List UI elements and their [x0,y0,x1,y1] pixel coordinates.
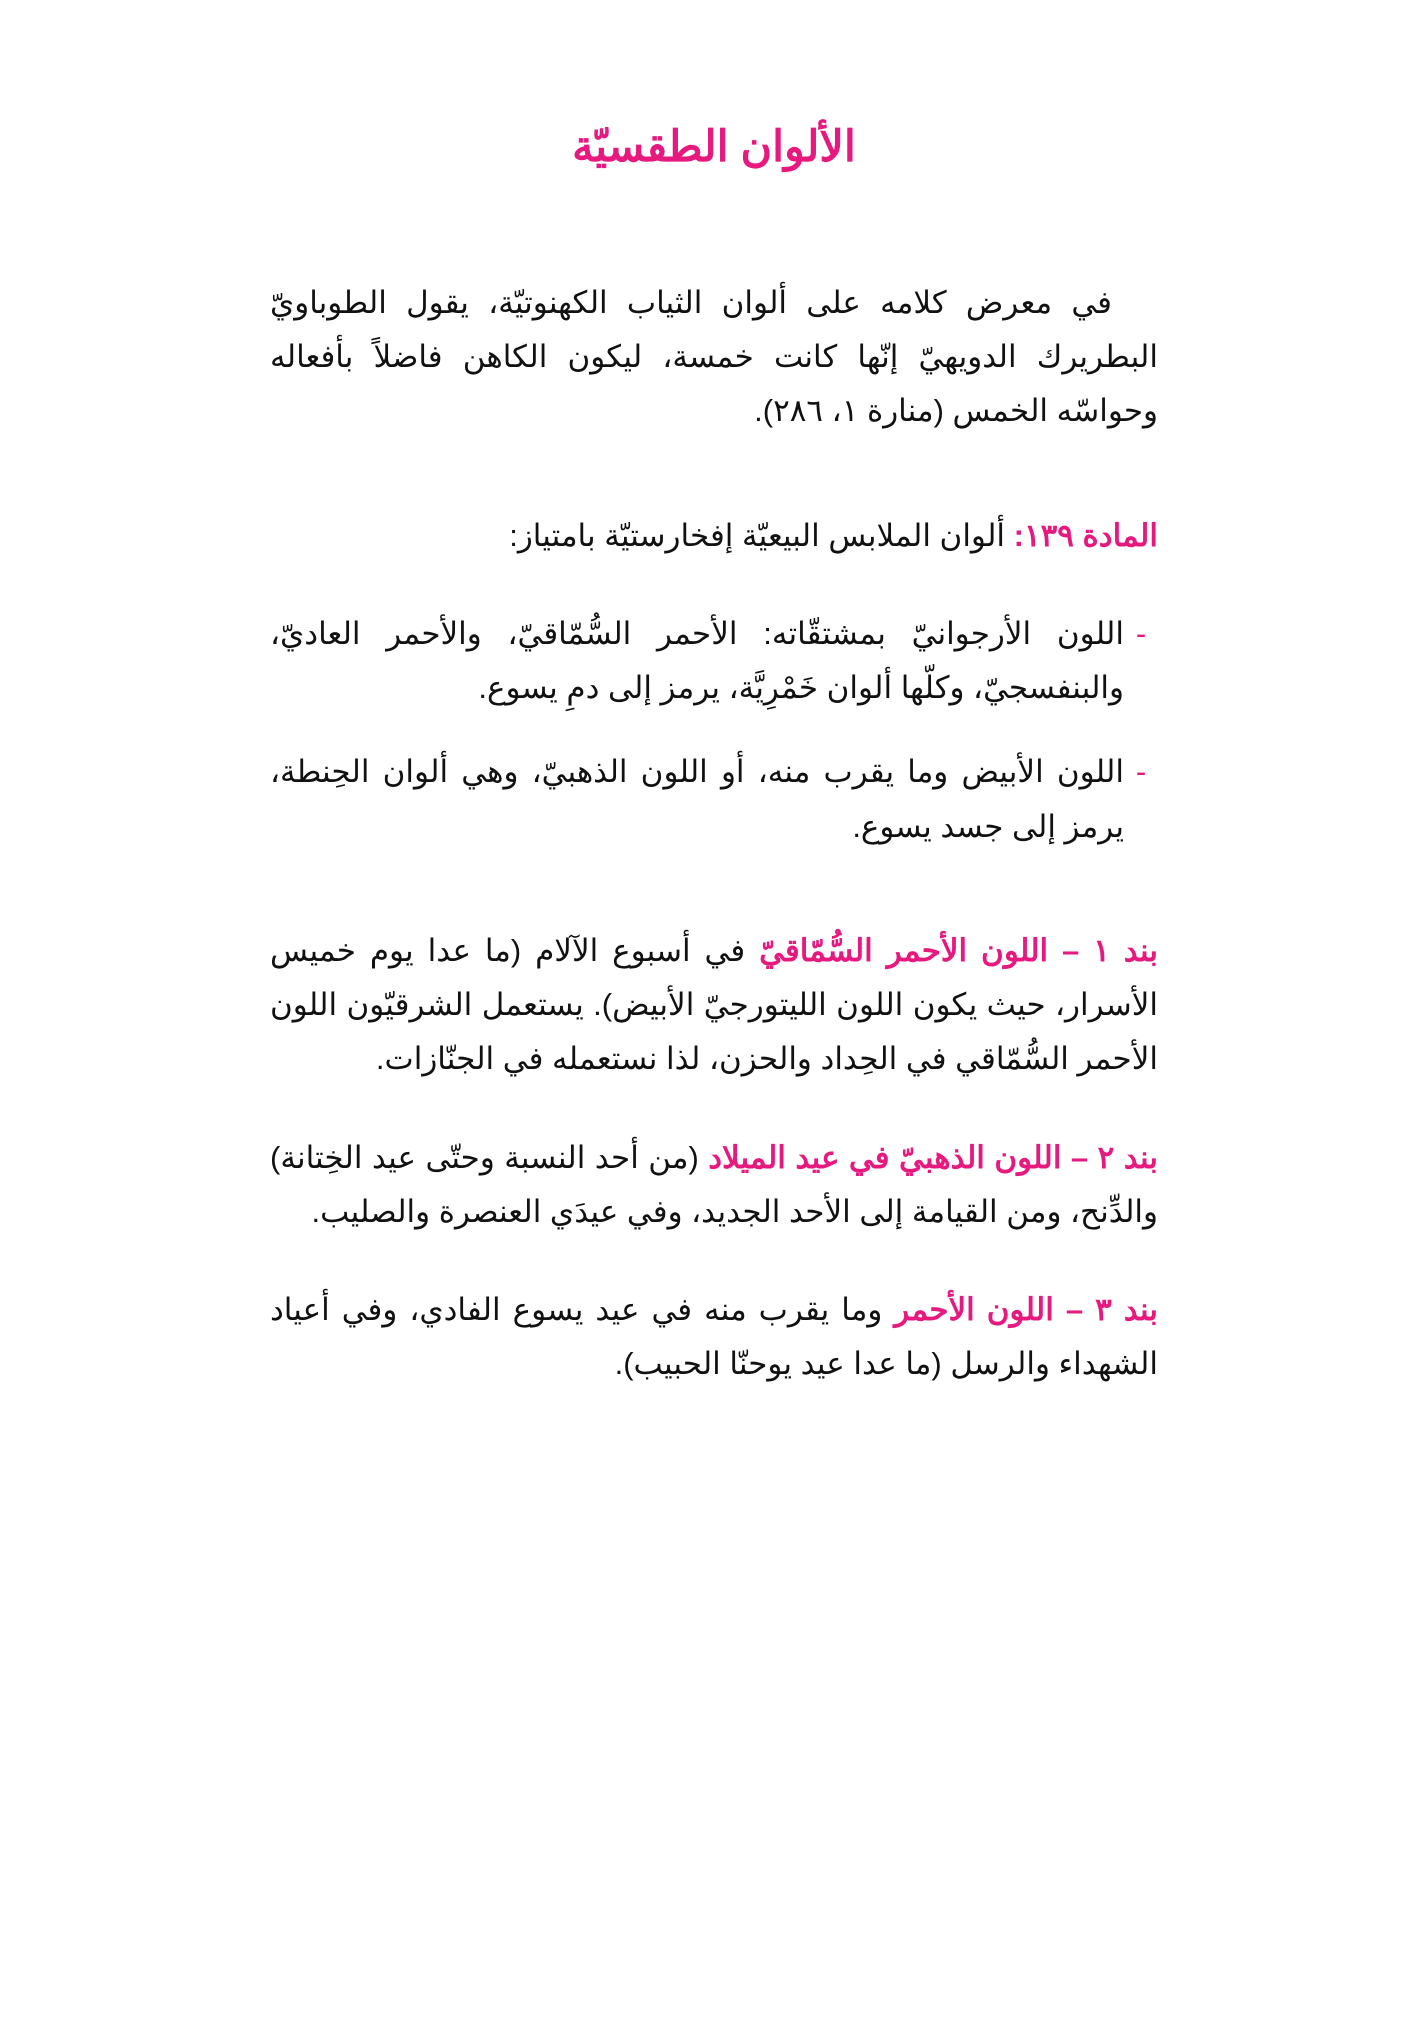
clause-3 [270,1283,1158,1392]
list-item [270,607,1158,716]
bullet-marker-icon: - [1135,754,1147,790]
list-item-text: اللون الأبيض وما يقرب منه، أو اللون الذهبيّ، وهي ألوان الحِنطة، يرمز إلى جسد يسوع. [270,754,1124,844]
clause-2-heading: بند ٢ – اللون الذهبيّ في عيد الميلاد [708,1139,1158,1175]
article-text: ألوان الملابس البيعيّة إفخارستيّة بامتياز: [509,517,1014,553]
clause-3-heading: بند ٣ – اللون الأحمر [894,1292,1158,1328]
spacer [270,483,1158,509]
clause-3-body: وما يقرب منه في عيد يسوع الفادي، وفي أعياد الشهداء والرسل (ما عدا عيد يوحنّا الحبيب). [270,1292,1158,1382]
bullet-marker-icon: - [1135,615,1147,651]
article-paragraph [270,509,1158,563]
list-item [270,745,1158,854]
intro-paragraph: في معرض كلامه على ألوان الثياب الكهنوتيّة، يقول الطوباويّ البطريرك الدويهيّ إنّها كانت خمسة، ليكون الكاهن فاضلاً بأفعاله وحواسّه الخمس (منارة ١، ٢٨٦). [270,284,1158,429]
spacer [270,898,1158,924]
clause-1-body: في أسبوع الآلام (ما عدا يوم خميس الأسرار، حيث يكون اللون الليتورجيّ الأبيض). يستعمل الشرقيّون اللون الأحمر السُّمّاقي في الحِداد والحزن، لذا نستعمله في الجنّازات. [270,932,1158,1077]
clause-1 [270,924,1158,1087]
list-item-text: اللون الأرجوانيّ بمشتقّاته: الأحمر السُّمّاقيّ، والأحمر العاديّ، والبنفسجيّ، وكلّها ألوان خَمْرِيَّة، يرمز إلى دمِ يسوع. [270,615,1124,706]
clause-1-heading: بند ١ – اللون الأحمر السُّمّاقيّ [759,932,1158,968]
article-label: المادة ١٣٩: [1013,517,1158,553]
page-title: الألوان الطقسيّة [572,123,856,171]
clause-2-body: (من أحد النسبة وحتّى عيد الخِتانة) والدِّنح، ومن القيامة إلى الأحد الجديد، وفي عيدَي العنصرة والصليب. [270,1139,1158,1229]
color-bullet-list [270,607,1158,854]
clause-2 [270,1131,1158,1240]
